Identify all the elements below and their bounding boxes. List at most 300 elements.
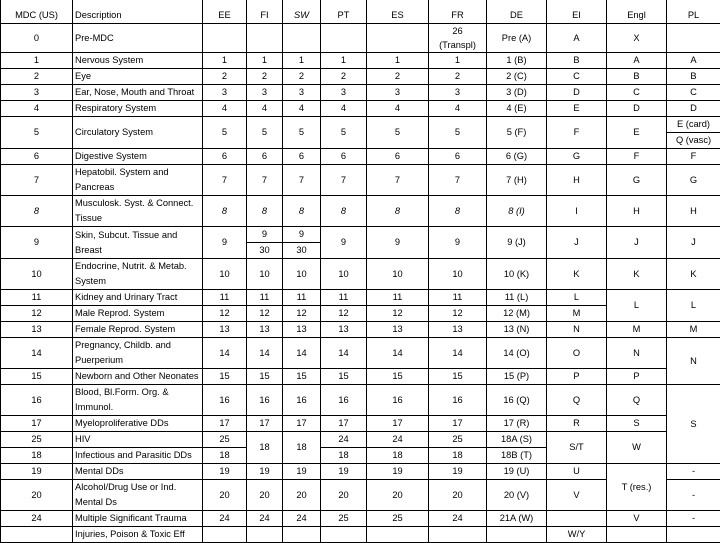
cell-ee — [203, 527, 247, 543]
cell-sw: 11 — [283, 290, 321, 306]
cell-ee: 16 — [203, 385, 247, 416]
cell-ee: 14 — [203, 338, 247, 369]
cell-sw: 10 — [283, 259, 321, 290]
table-row — [1, 53, 720, 69]
col-sw: SW — [283, 0, 321, 24]
cell-ei: G — [547, 149, 607, 165]
cell-sw: 7 — [283, 165, 321, 196]
cell-sw: 4 — [283, 101, 321, 117]
cell-fi: 3 — [247, 85, 283, 101]
cell-fi: 10 — [247, 259, 283, 290]
cell-pt: 3 — [321, 85, 367, 101]
cell-ei: Q — [547, 385, 607, 416]
cell-mdc: 2 — [1, 69, 73, 85]
cell-sw: 15 — [283, 369, 321, 385]
cell-ei: M — [547, 306, 607, 322]
cell-pt — [321, 24, 367, 53]
cell-fi: 11 — [247, 290, 283, 306]
cell-fr: 3 — [429, 85, 487, 101]
cell-fr: 18 — [429, 448, 487, 464]
table-row — [1, 527, 720, 543]
cell-ei: R — [547, 416, 607, 432]
cell-fr: 20 — [429, 480, 487, 511]
cell-fr: 4 — [429, 101, 487, 117]
cell-es: 10 — [367, 259, 429, 290]
cell-sw: 9 — [283, 227, 321, 243]
cell-engl: A — [607, 53, 667, 69]
cell-mdc: 9 — [1, 227, 73, 259]
cell-es — [367, 527, 429, 543]
cell-fi: 18 — [247, 432, 283, 464]
cell-desc: Hepatobil. System and Pancreas — [73, 165, 203, 196]
cell-sw: 2 — [283, 69, 321, 85]
cell-ei: E — [547, 101, 607, 117]
cell-fr: 8 — [429, 196, 487, 227]
cell-desc: Infectious and Parasitic DDs — [73, 448, 203, 464]
cell-fi: 24 — [247, 511, 283, 527]
cell-ee: 4 — [203, 101, 247, 117]
cell-desc: Female Reprod. System — [73, 322, 203, 338]
cell-engl: G — [607, 165, 667, 196]
cell-mdc: 24 — [1, 511, 73, 527]
cell-de: 3 (D) — [487, 85, 547, 101]
cell-pt: 5 — [321, 117, 367, 149]
cell-ei: U — [547, 464, 607, 480]
cell-pt: 16 — [321, 385, 367, 416]
cell-es: 19 — [367, 464, 429, 480]
cell-ei: H — [547, 165, 607, 196]
col-engl: Engl — [607, 0, 667, 24]
cell-fi: 12 — [247, 306, 283, 322]
table-row — [1, 85, 720, 101]
cell-sw: 13 — [283, 322, 321, 338]
col-fi: FI — [247, 0, 283, 24]
table-row — [1, 165, 720, 196]
cell-desc: Ear, Nose, Mouth and Throat — [73, 85, 203, 101]
cell-fr: 25 — [429, 432, 487, 448]
cell-sw: 14 — [283, 338, 321, 369]
cell-mdc: 10 — [1, 259, 73, 290]
cell-es: 5 — [367, 117, 429, 149]
cell-de: 20 (V) — [487, 480, 547, 511]
cell-mdc: 16 — [1, 385, 73, 416]
cell-engl: P — [607, 369, 667, 385]
cell-pt: 1 — [321, 53, 367, 69]
table-row — [1, 149, 720, 165]
cell-de: 18B (T) — [487, 448, 547, 464]
cell-fi: 1 — [247, 53, 283, 69]
cell-sw: 16 — [283, 385, 321, 416]
cell-ee: 6 — [203, 149, 247, 165]
cell-engl: M — [607, 322, 667, 338]
cell-es: 13 — [367, 322, 429, 338]
table-row — [1, 369, 720, 385]
cell-mdc: 20 — [1, 480, 73, 511]
cell-es: 12 — [367, 306, 429, 322]
cell-desc: Digestive System — [73, 149, 203, 165]
cell-fr: 1 — [429, 53, 487, 69]
cell-desc: Multiple Significant Trauma — [73, 511, 203, 527]
cell-ee: 9 — [203, 227, 247, 259]
cell-pt: 4 — [321, 101, 367, 117]
cell-de: 7 (H) — [487, 165, 547, 196]
cell-fi: 9 — [247, 227, 283, 243]
cell-mdc: 6 — [1, 149, 73, 165]
cell-de: 18A (S) — [487, 432, 547, 448]
cell-pt: 24 — [321, 432, 367, 448]
cell-pl: J — [667, 227, 720, 259]
cell-mdc: 5 — [1, 117, 73, 149]
cell-pt — [321, 527, 367, 543]
table-row — [1, 322, 720, 338]
cell-ei: O — [547, 338, 607, 369]
cell-engl: K — [607, 259, 667, 290]
cell-de: 5 (F) — [487, 117, 547, 149]
cell-mdc: 15 — [1, 369, 73, 385]
col-description: Description — [73, 0, 203, 24]
cell-desc: Endocrine, Nutrit. & Metab. System — [73, 259, 203, 290]
cell-fi-extra: 30 — [247, 243, 283, 259]
cell-pt: 15 — [321, 369, 367, 385]
cell-mdc: 0 — [1, 24, 73, 53]
cell-es: 25 — [367, 511, 429, 527]
table-row — [1, 117, 720, 133]
cell-engl: T (res.) — [607, 464, 667, 511]
cell-engl: C — [607, 85, 667, 101]
cell-desc: Myeloproliferative DDs — [73, 416, 203, 432]
cell-fr: 19 — [429, 464, 487, 480]
cell-de: Pre (A) — [487, 24, 547, 53]
cell-fr: 6 — [429, 149, 487, 165]
cell-de: 13 (N) — [487, 322, 547, 338]
cell-ei: K — [547, 259, 607, 290]
cell-pl: L — [667, 290, 720, 322]
col-ee: EE — [203, 0, 247, 24]
cell-pl: H — [667, 196, 720, 227]
cell-fr: 10 — [429, 259, 487, 290]
cell-fi: 17 — [247, 416, 283, 432]
cell-mdc: 11 — [1, 290, 73, 306]
cell-pt: 14 — [321, 338, 367, 369]
cell-de: 4 (E) — [487, 101, 547, 117]
cell-desc: Nervous System — [73, 53, 203, 69]
cell-ee: 19 — [203, 464, 247, 480]
cell-desc: Eye — [73, 69, 203, 85]
cell-es: 3 — [367, 85, 429, 101]
cell-engl: H — [607, 196, 667, 227]
cell-pt: 8 — [321, 196, 367, 227]
cell-ei: P — [547, 369, 607, 385]
table-row — [1, 227, 720, 243]
table-row — [1, 338, 720, 369]
cell-de: 11 (L) — [487, 290, 547, 306]
cell-desc: Respiratory System — [73, 101, 203, 117]
cell-sw: 3 — [283, 85, 321, 101]
cell-ee: 1 — [203, 53, 247, 69]
cell-fr: 5 — [429, 117, 487, 149]
cell-pl: M — [667, 322, 720, 338]
cell-engl: F — [607, 149, 667, 165]
cell-es: 11 — [367, 290, 429, 306]
col-mdc: MDC (US) — [1, 0, 73, 24]
cell-mdc: 13 — [1, 322, 73, 338]
cell-de — [487, 527, 547, 543]
cell-fr: 9 — [429, 227, 487, 259]
cell-engl: W — [607, 432, 667, 464]
cell-ee: 10 — [203, 259, 247, 290]
col-ei: EI — [547, 0, 607, 24]
cell-sw: 19 — [283, 464, 321, 480]
cell-desc: Blood, Bl.Form. Org. & Immunol. — [73, 385, 203, 416]
cell-sw — [283, 527, 321, 543]
cell-ee: 17 — [203, 416, 247, 432]
cell-ee: 8 — [203, 196, 247, 227]
cell-pl-vasc: Q (vasc) — [667, 133, 720, 149]
cell-pl: C — [667, 85, 720, 101]
cell-es: 4 — [367, 101, 429, 117]
cell-engl: L — [607, 290, 667, 322]
cell-fi: 15 — [247, 369, 283, 385]
cell-pl: - — [667, 480, 720, 511]
cell-es: 14 — [367, 338, 429, 369]
cell-pl: G — [667, 165, 720, 196]
cell-fi: 6 — [247, 149, 283, 165]
cell-pt: 7 — [321, 165, 367, 196]
cell-de: 19 (U) — [487, 464, 547, 480]
cell-de: 12 (M) — [487, 306, 547, 322]
cell-es: 8 — [367, 196, 429, 227]
cell-mdc: 25 — [1, 432, 73, 448]
cell-fr — [429, 24, 487, 53]
cell-sw-extra: 30 — [283, 243, 321, 259]
cell-ee: 25 — [203, 432, 247, 448]
cell-ee: 7 — [203, 165, 247, 196]
col-fr: FR — [429, 0, 487, 24]
cell-de: 16 (Q) — [487, 385, 547, 416]
cell-desc: Skin, Subcut. Tissue and Breast — [73, 227, 203, 259]
cell-fr: 15 — [429, 369, 487, 385]
cell-ei: A — [547, 24, 607, 53]
cell-pt: 11 — [321, 290, 367, 306]
cell-desc: Newborn and Other Neonates — [73, 369, 203, 385]
cell-ee: 12 — [203, 306, 247, 322]
cell-es: 1 — [367, 53, 429, 69]
cell-engl: B — [607, 69, 667, 85]
col-pl: PL — [667, 0, 720, 24]
cell-ee — [203, 24, 247, 53]
cell-fr: 14 — [429, 338, 487, 369]
cell-es: 16 — [367, 385, 429, 416]
cell-de: 8 (I) — [487, 196, 547, 227]
cell-sw: 1 — [283, 53, 321, 69]
cell-de: 14 (O) — [487, 338, 547, 369]
cell-fi: 2 — [247, 69, 283, 85]
cell-fi — [247, 24, 283, 53]
cell-ee: 2 — [203, 69, 247, 85]
cell-sw: 20 — [283, 480, 321, 511]
cell-ei: B — [547, 53, 607, 69]
cell-pt: 19 — [321, 464, 367, 480]
cell-de: 1 (B) — [487, 53, 547, 69]
table-row — [1, 464, 720, 480]
cell-desc: Injuries, Poison & Toxic Eff — [73, 527, 203, 543]
cell-mdc: 18 — [1, 448, 73, 464]
cell-fi: 8 — [247, 196, 283, 227]
cell-mdc: 3 — [1, 85, 73, 101]
cell-desc: Alcohol/Drug Use or Ind. Mental Ds — [73, 480, 203, 511]
cell-pt: 6 — [321, 149, 367, 165]
cell-fi: 20 — [247, 480, 283, 511]
cell-pt: 13 — [321, 322, 367, 338]
cell-engl: Q — [607, 385, 667, 416]
header-row — [1, 0, 720, 24]
cell-desc: Circulatory System — [73, 117, 203, 149]
cell-fr — [429, 527, 487, 543]
table-row — [1, 416, 720, 432]
cell-es: 15 — [367, 369, 429, 385]
cell-fr: 12 — [429, 306, 487, 322]
cell-fi: 16 — [247, 385, 283, 416]
col-de: DE — [487, 0, 547, 24]
cell-pl: A — [667, 53, 720, 69]
table-row — [1, 432, 720, 448]
cell-sw: 5 — [283, 117, 321, 149]
cell-engl: V — [607, 511, 667, 527]
cell-pt: 17 — [321, 416, 367, 432]
cell-engl: S — [607, 416, 667, 432]
cell-pl — [667, 24, 720, 53]
table-row — [1, 290, 720, 306]
cell-fr: 13 — [429, 322, 487, 338]
cell-pl: N — [667, 338, 720, 385]
cell-ei: D — [547, 85, 607, 101]
cell-desc: Kidney and Urinary Tract — [73, 290, 203, 306]
cell-mdc: 4 — [1, 101, 73, 117]
cell-ee: 18 — [203, 448, 247, 464]
cell-pt: 20 — [321, 480, 367, 511]
cell-es: 18 — [367, 448, 429, 464]
cell-de: 6 (G) — [487, 149, 547, 165]
cell-ei: N — [547, 322, 607, 338]
cell-desc: Male Reprod. System — [73, 306, 203, 322]
cell-desc: Musculosk. Syst. & Connect. Tissue — [73, 196, 203, 227]
cell-desc: Mental DDs — [73, 464, 203, 480]
table-row — [1, 69, 720, 85]
cell-ei: L — [547, 290, 607, 306]
cell-ei: V — [547, 480, 607, 511]
cell-pl: S — [667, 385, 720, 464]
cell-pl: - — [667, 464, 720, 480]
cell-ei — [547, 511, 607, 527]
cell-de: 9 (J) — [487, 227, 547, 259]
table-row — [1, 511, 720, 527]
cell-ei: W/Y — [547, 527, 607, 543]
cell-engl: N — [607, 338, 667, 369]
cell-ei: C — [547, 69, 607, 85]
cell-pt: 18 — [321, 448, 367, 464]
cell-pl: F — [667, 149, 720, 165]
cell-ei: I — [547, 196, 607, 227]
cell-de: 2 (C) — [487, 69, 547, 85]
cell-pt: 9 — [321, 227, 367, 259]
cell-pt: 2 — [321, 69, 367, 85]
cell-sw — [283, 24, 321, 53]
cell-pl: D — [667, 101, 720, 117]
cell-pl — [667, 527, 720, 543]
cell-de: 15 (P) — [487, 369, 547, 385]
cell-fr: 11 — [429, 290, 487, 306]
cell-ee: 3 — [203, 85, 247, 101]
cell-de: 17 (R) — [487, 416, 547, 432]
cell-es: 6 — [367, 149, 429, 165]
cell-es: 2 — [367, 69, 429, 85]
cell-ei: F — [547, 117, 607, 149]
cell-pt: 25 — [321, 511, 367, 527]
cell-sw: 6 — [283, 149, 321, 165]
cell-desc: HIV — [73, 432, 203, 448]
cell-pt: 12 — [321, 306, 367, 322]
cell-sw: 18 — [283, 432, 321, 464]
cell-fi — [247, 527, 283, 543]
cell-fr: 17 — [429, 416, 487, 432]
cell-es: 7 — [367, 165, 429, 196]
cell-pl: B — [667, 69, 720, 85]
cell-engl: J — [607, 227, 667, 259]
cell-fi: 19 — [247, 464, 283, 480]
cell-mdc — [1, 527, 73, 543]
cell-pl: K — [667, 259, 720, 290]
table-row — [1, 24, 720, 53]
cell-sw: 8 — [283, 196, 321, 227]
table-row — [1, 196, 720, 227]
cell-sw: 24 — [283, 511, 321, 527]
cell-ei: J — [547, 227, 607, 259]
cell-es: 9 — [367, 227, 429, 259]
cell-es: 24 — [367, 432, 429, 448]
cell-es — [367, 24, 429, 53]
cell-ee: 20 — [203, 480, 247, 511]
cell-ee: 11 — [203, 290, 247, 306]
cell-engl: E — [607, 117, 667, 149]
cell-engl: X — [607, 24, 667, 53]
cell-pl: - — [667, 511, 720, 527]
cell-fr: 24 — [429, 511, 487, 527]
cell-mdc: 1 — [1, 53, 73, 69]
cell-pl-card: E (card) — [667, 117, 720, 133]
cell-desc: Pregnancy, Childb. and Puerperium — [73, 338, 203, 369]
cell-mdc: 14 — [1, 338, 73, 369]
cell-de: 21A (W) — [487, 511, 547, 527]
cell-desc: Pre-MDC — [73, 24, 203, 53]
cell-sw: 17 — [283, 416, 321, 432]
cell-mdc: 17 — [1, 416, 73, 432]
cell-pt: 10 — [321, 259, 367, 290]
cell-fi: 7 — [247, 165, 283, 196]
table-row — [1, 101, 720, 117]
cell-mdc: 8 — [1, 196, 73, 227]
cell-fi: 5 — [247, 117, 283, 149]
cell-fr: 2 — [429, 69, 487, 85]
cell-ee: 5 — [203, 117, 247, 149]
cell-ee: 24 — [203, 511, 247, 527]
cell-es: 17 — [367, 416, 429, 432]
cell-mdc: 7 — [1, 165, 73, 196]
table-row — [1, 259, 720, 290]
cell-engl: D — [607, 101, 667, 117]
cell-fi: 13 — [247, 322, 283, 338]
cell-fi: 4 — [247, 101, 283, 117]
fr-number: 26 — [452, 26, 462, 36]
